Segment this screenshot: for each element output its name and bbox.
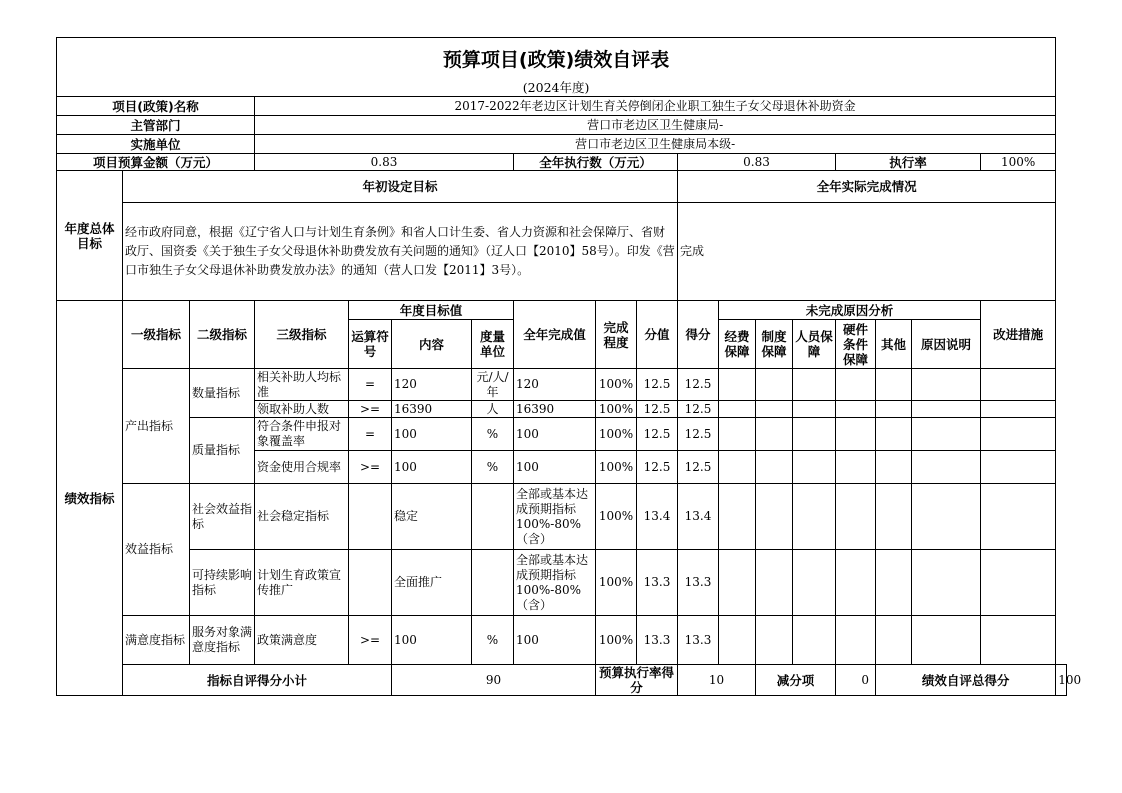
indicator-annual-value: 全部或基本达成预期指标100%-80%（含） <box>514 484 596 550</box>
empty-cell <box>836 418 876 451</box>
empty-cell <box>719 616 756 665</box>
group-satisfaction: 满意度指标 <box>123 616 190 665</box>
empty-cell <box>836 484 876 550</box>
empty-cell <box>756 401 793 418</box>
empty-cell <box>912 369 981 401</box>
empty-cell <box>719 484 756 550</box>
indicator-name: 领取补助人数 <box>255 401 349 418</box>
indicator-annual-value: 100 <box>514 616 596 665</box>
empty-cell <box>793 401 836 418</box>
header-system: 制度保障 <box>756 320 793 369</box>
empty-cell <box>793 451 836 484</box>
indicator-score: 13.3 <box>678 616 719 665</box>
indicator-content: 100 <box>392 616 472 665</box>
header-level2: 二级指标 <box>190 301 255 369</box>
indicator-content: 16390 <box>392 401 472 418</box>
indicator-points: 13.4 <box>637 484 678 550</box>
indicator-content: 全面推广 <box>392 550 472 616</box>
exec-value: 0.83 <box>678 154 836 171</box>
header-reason-group: 未完成原因分析 <box>719 301 981 320</box>
rate-value: 100% <box>981 154 1056 171</box>
empty-cell <box>981 418 1056 451</box>
header-operator: 运算符号 <box>349 320 392 369</box>
header-staff: 人员保障 <box>793 320 836 369</box>
empty-cell <box>876 616 912 665</box>
empty-cell <box>756 616 793 665</box>
empty-cell <box>719 369 756 401</box>
indicator-content: 稳定 <box>392 484 472 550</box>
group-benefit: 效益指标 <box>123 484 190 616</box>
indicator-operator <box>349 550 392 616</box>
empty-cell <box>793 484 836 550</box>
header-score-value: 分值 <box>637 301 678 369</box>
unit-label: 实施单位 <box>57 135 255 154</box>
indicator-operator: >= <box>349 451 392 484</box>
indicator-content: 100 <box>392 451 472 484</box>
empty-cell <box>876 401 912 418</box>
header-content: 内容 <box>392 320 472 369</box>
empty-cell <box>836 451 876 484</box>
indicator-points: 12.5 <box>637 418 678 451</box>
header-other: 其他 <box>876 320 912 369</box>
actual-goal-header: 全年实际完成情况 <box>678 171 1056 203</box>
empty-cell <box>756 369 793 401</box>
subtotal-label: 指标自评得分小计 <box>123 665 392 696</box>
empty-cell <box>793 616 836 665</box>
indicator-operator <box>349 484 392 550</box>
empty-cell <box>912 451 981 484</box>
budget-score-label: 预算执行率得分 <box>596 665 678 696</box>
indicator-score: 12.5 <box>678 451 719 484</box>
empty-cell <box>981 369 1056 401</box>
indicator-unit: 人 <box>472 401 514 418</box>
indicator-points: 12.5 <box>637 369 678 401</box>
budget-value: 0.83 <box>255 154 514 171</box>
indicator-content: 120 <box>392 369 472 401</box>
empty-cell <box>756 484 793 550</box>
indicator-name: 资金使用合规率 <box>255 451 349 484</box>
indicator-score: 13.3 <box>678 550 719 616</box>
indicator-points: 12.5 <box>637 451 678 484</box>
indicator-score: 12.5 <box>678 369 719 401</box>
indicator-completion: 100% <box>596 484 637 550</box>
empty-cell <box>912 616 981 665</box>
indicator-completion: 100% <box>596 418 637 451</box>
dept-label: 主管部门 <box>57 116 255 135</box>
indicator-completion: 100% <box>596 451 637 484</box>
indicator-completion: 100% <box>596 369 637 401</box>
empty-cell <box>912 418 981 451</box>
group-quality: 质量指标 <box>190 418 255 484</box>
group-quantity: 数量指标 <box>190 369 255 418</box>
header-target-group: 年度目标值 <box>349 301 514 320</box>
initial-goal-header: 年初设定目标 <box>123 171 678 203</box>
header-level1: 一级指标 <box>123 301 190 369</box>
empty-cell <box>719 401 756 418</box>
indicator-name: 符合条件申报对象覆盖率 <box>255 418 349 451</box>
evaluation-sheet <box>56 37 1082 696</box>
empty-cell <box>836 369 876 401</box>
empty-cell <box>876 369 912 401</box>
evaluation-table <box>56 37 1082 696</box>
indicator-unit: 元/人/年 <box>472 369 514 401</box>
indicator-completion: 100% <box>596 401 637 418</box>
budget-score-value: 10 <box>678 665 756 696</box>
empty-cell <box>719 550 756 616</box>
empty-cell <box>981 401 1056 418</box>
group-service: 服务对象满意度指标 <box>190 616 255 665</box>
group-sustain: 可持续影响指标 <box>190 550 255 616</box>
header-score: 得分 <box>678 301 719 369</box>
empty-cell <box>719 451 756 484</box>
header-completion: 完成程度 <box>596 301 637 369</box>
header-level3: 三级指标 <box>255 301 349 369</box>
empty-cell <box>876 484 912 550</box>
empty-cell <box>912 484 981 550</box>
indicator-points: 13.3 <box>637 616 678 665</box>
empty-cell <box>719 418 756 451</box>
indicator-score: 13.4 <box>678 484 719 550</box>
group-social: 社会效益指标 <box>190 484 255 550</box>
indicator-unit: % <box>472 616 514 665</box>
header-hardware: 硬件条件保障 <box>836 320 876 369</box>
indicator-unit: % <box>472 451 514 484</box>
indicator-annual-value: 120 <box>514 369 596 401</box>
dept-value: 营口市老边区卫生健康局- <box>255 116 1056 135</box>
actual-goal-text: 完成 <box>678 203 1056 301</box>
page-title: 预算项目(政策)绩效自评表 <box>57 38 1056 79</box>
indicator-completion: 100% <box>596 550 637 616</box>
unit-value: 营口市老边区卫生健康局本级- <box>255 135 1056 154</box>
indicator-name: 相关补助人均标准 <box>255 369 349 401</box>
indicator-unit <box>472 550 514 616</box>
empty-cell <box>876 451 912 484</box>
indicator-score: 12.5 <box>678 418 719 451</box>
project-name-label: 项目(政策)名称 <box>57 97 255 116</box>
deduct-value: 0 <box>836 665 876 696</box>
indicator-annual-value: 100 <box>514 418 596 451</box>
indicator-content: 100 <box>392 418 472 451</box>
empty-cell <box>876 418 912 451</box>
project-name-value: 2017-2022年老边区计划生育关停倒闭企业职工独生子女父母退休补助资金 <box>255 97 1056 116</box>
indicator-unit: % <box>472 418 514 451</box>
indicator-annual-value: 16390 <box>514 401 596 418</box>
header-annual-value: 全年完成值 <box>514 301 596 369</box>
empty-cell <box>876 550 912 616</box>
empty-cell <box>793 418 836 451</box>
perf-side-label: 绩效指标 <box>57 301 123 696</box>
indicator-operator: = <box>349 369 392 401</box>
rate-label: 执行率 <box>836 154 981 171</box>
indicator-annual-value: 全部或基本达成预期指标100%-80%（含） <box>514 550 596 616</box>
empty-cell <box>756 418 793 451</box>
indicator-unit <box>472 484 514 550</box>
header-improve: 改进措施 <box>981 301 1056 369</box>
total-score-value: 100 <box>1056 665 1067 696</box>
empty-cell <box>981 484 1056 550</box>
empty-cell <box>836 616 876 665</box>
header-reason-desc: 原因说明 <box>912 320 981 369</box>
total-score-label: 绩效自评总得分 <box>876 665 1056 696</box>
budget-label: 项目预算金额（万元） <box>57 154 255 171</box>
goals-side-label: 年度总体目标 <box>57 171 123 301</box>
indicator-operator: >= <box>349 616 392 665</box>
indicator-points: 12.5 <box>637 401 678 418</box>
indicator-points: 13.3 <box>637 550 678 616</box>
indicator-score: 12.5 <box>678 401 719 418</box>
empty-cell <box>793 550 836 616</box>
empty-cell <box>981 550 1056 616</box>
empty-cell <box>836 550 876 616</box>
indicator-name: 社会稳定指标 <box>255 484 349 550</box>
indicator-operator: >= <box>349 401 392 418</box>
empty-cell <box>981 616 1056 665</box>
header-funding: 经费保障 <box>719 320 756 369</box>
indicator-completion: 100% <box>596 616 637 665</box>
subtotal-value: 90 <box>392 665 596 696</box>
report-year: (2024年度) <box>57 78 1056 97</box>
header-unit: 度量单位 <box>472 320 514 369</box>
empty-cell <box>836 401 876 418</box>
empty-cell <box>912 401 981 418</box>
group-output: 产出指标 <box>123 369 190 484</box>
indicator-annual-value: 100 <box>514 451 596 484</box>
empty-cell <box>793 369 836 401</box>
indicator-name: 计划生育政策宣传推广 <box>255 550 349 616</box>
initial-goal-text: 经市政府同意，根据《辽宁省人口与计划生育条例》和省人口计生委、省人力资源和社会保障厅、省财政厅、国资委《关于独生子女父母退休补助费发放有关问题的通知》（辽人口【2010】58号）。印发《营口市独生子女父母退休补助费发放办法》的通知（营人口发【2011】3号）。 <box>123 203 678 301</box>
indicator-name: 政策满意度 <box>255 616 349 665</box>
exec-label: 全年执行数（万元） <box>514 154 678 171</box>
deduct-label: 减分项 <box>756 665 836 696</box>
empty-cell <box>756 550 793 616</box>
empty-cell <box>912 550 981 616</box>
empty-cell <box>756 451 793 484</box>
empty-cell <box>981 451 1056 484</box>
indicator-operator: = <box>349 418 392 451</box>
